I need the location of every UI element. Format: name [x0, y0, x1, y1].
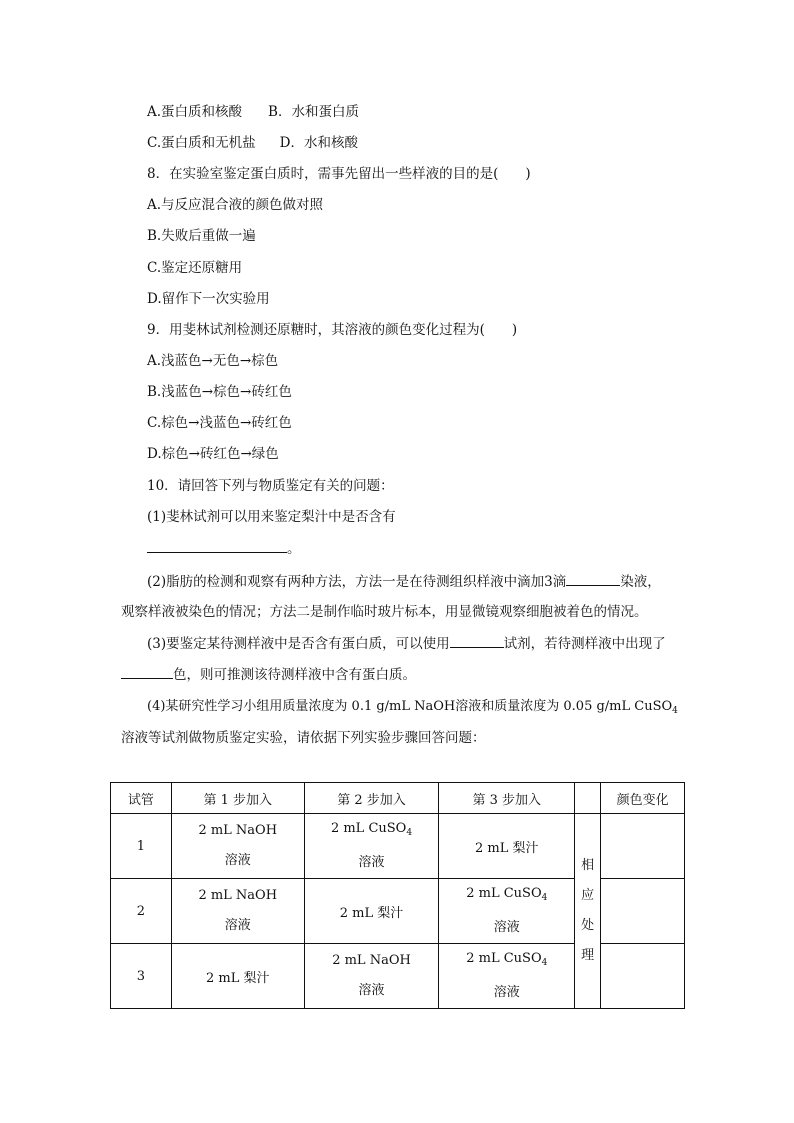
step3-cell: 2 mL 梨汁: [439, 814, 575, 879]
subscript: 4: [541, 958, 548, 968]
header-step2: 第 2 步加入: [304, 783, 439, 814]
q10-part2-line1: [147, 571, 661, 592]
header-process: [575, 783, 601, 814]
answer-blank: [121, 664, 173, 679]
q10-stem: 10．请回答下列与物质鉴定有关的问题：: [147, 478, 394, 494]
q7-option-a: A.蛋白质和核酸: [147, 104, 243, 120]
header-tube: 试管: [111, 783, 172, 814]
subscript: 4: [406, 828, 413, 838]
subscript: 4: [541, 893, 548, 903]
q10-part3-text-c: 色，则可推测该待测样液中含有蛋白质。: [173, 667, 416, 683]
answer-blank: [566, 571, 620, 586]
cell-line: 溶液: [493, 985, 520, 1000]
q7-options-row1: [147, 102, 359, 122]
step2-cell: 2 mL 梨汁: [304, 879, 439, 944]
subscript: 4: [672, 706, 678, 716]
q9-option-a: A.浅蓝色→无色→棕色: [147, 353, 279, 369]
step3-cell: [439, 944, 575, 1009]
cell-line: [439, 944, 574, 978]
q10-part4-line1: [147, 697, 678, 721]
q7-option-d: D．水和核酸: [279, 135, 358, 151]
experiment-table: [110, 782, 685, 1009]
q10-part3-text-a: (3)要鉴定某待测样液中是否含有蛋白质，可以使用: [147, 636, 450, 652]
cell-line: 溶液: [224, 853, 251, 868]
cell-line: [305, 814, 439, 848]
q8-option-d: D.留作下一次实验用: [147, 291, 270, 307]
tube-number: 3: [111, 944, 172, 1009]
q7-option-b: B．水和蛋白质: [268, 104, 359, 120]
cell-text: 2 mL CuSO: [466, 951, 542, 966]
color-change-cell: [601, 879, 685, 944]
color-change-cell: [601, 944, 685, 1009]
q9-option-c: C.棕色→浅蓝色→砖红色: [147, 415, 292, 431]
cell-line: 2 mL NaOH: [198, 888, 278, 903]
cell-text: 2 mL CuSO: [466, 886, 542, 901]
step2-cell: [304, 814, 439, 879]
q10-part1: (1)斐林试剂可以用来鉴定梨汁中是否含有: [147, 509, 396, 525]
q10-part4-text-a: (4)某研究性学习小组用质量浓度为 0.1 g/mL NaOH溶液和质量浓度为 0.05 g/mL CuSO: [147, 699, 673, 714]
cell-line: 溶液: [358, 855, 385, 870]
q10-part3-line1: [147, 633, 666, 654]
q10-part1-answer-line: [147, 538, 301, 559]
q10-part2-text-b: 染液，: [620, 574, 661, 590]
table-row: [111, 814, 685, 879]
color-change-cell: [601, 814, 685, 879]
cell-line: 2 mL NaOH: [332, 953, 411, 968]
step2-cell: [304, 944, 439, 1009]
q8-option-a: A.与反应混合液的颜色做对照: [147, 197, 324, 213]
step1-cell: 2 mL 梨汁: [171, 944, 304, 1009]
cell-line: 2 mL NaOH: [198, 823, 278, 838]
q7-option-c: C.蛋白质和无机盐: [147, 135, 256, 151]
cell-line: [439, 879, 574, 913]
table-header-row: [111, 783, 685, 814]
cell-line: 溶液: [358, 983, 385, 998]
cell-line: 溶液: [224, 918, 251, 933]
q8-option-b: B.失败后重做一遍: [147, 228, 256, 244]
merged-process-cell: [575, 814, 601, 1009]
q9-option-d: D.棕色→砖红色→绿色: [147, 446, 279, 462]
q9-stem: 9．用斐林试剂检测还原糖时，其溶液的颜色变化过程为( ): [147, 322, 518, 338]
merged-process-text: 相应处理: [581, 858, 595, 963]
cell-line: 溶液: [493, 920, 520, 935]
q10-part3-text-b: 试剂，若待测样液中出现了: [503, 636, 666, 652]
step1-cell: [171, 879, 304, 944]
answer-blank: [147, 538, 287, 553]
q10-part4-line2: 溶液等试剂做物质鉴定实验，请依据下列实验步骤回答问题：: [121, 730, 486, 746]
step1-cell: [171, 814, 304, 879]
header-step3: 第 3 步加入: [439, 783, 575, 814]
q8-stem: 8．在实验室鉴定蛋白质时，需事先留出一些样液的目的是( ): [147, 166, 531, 182]
header-color-change: 颜色变化: [601, 783, 685, 814]
q7-options-row2: [147, 133, 358, 153]
q10-part2-line2: 观察样液被染色的情况；方法二是制作临时玻片标本，用显微镜观察细胞被着色的情况。: [121, 604, 648, 620]
cell-text: 2 mL CuSO: [330, 821, 407, 836]
q10-part3-line2: [121, 664, 416, 685]
tube-number: 1: [111, 814, 172, 879]
step3-cell: [439, 879, 575, 944]
q10-part2-text-a: (2)脂肪的检测和观察有两种方法，方法一是在待测组织样液中滴加3滴: [147, 574, 567, 590]
tube-number: 2: [111, 879, 172, 944]
answer-blank: [450, 633, 504, 648]
q9-option-b: B.浅蓝色→棕色→砖红色: [147, 384, 292, 400]
q8-option-c: C.鉴定还原糖用: [147, 260, 243, 276]
q10-part1-end: 。: [287, 541, 301, 557]
header-step1: 第 1 步加入: [171, 783, 304, 814]
